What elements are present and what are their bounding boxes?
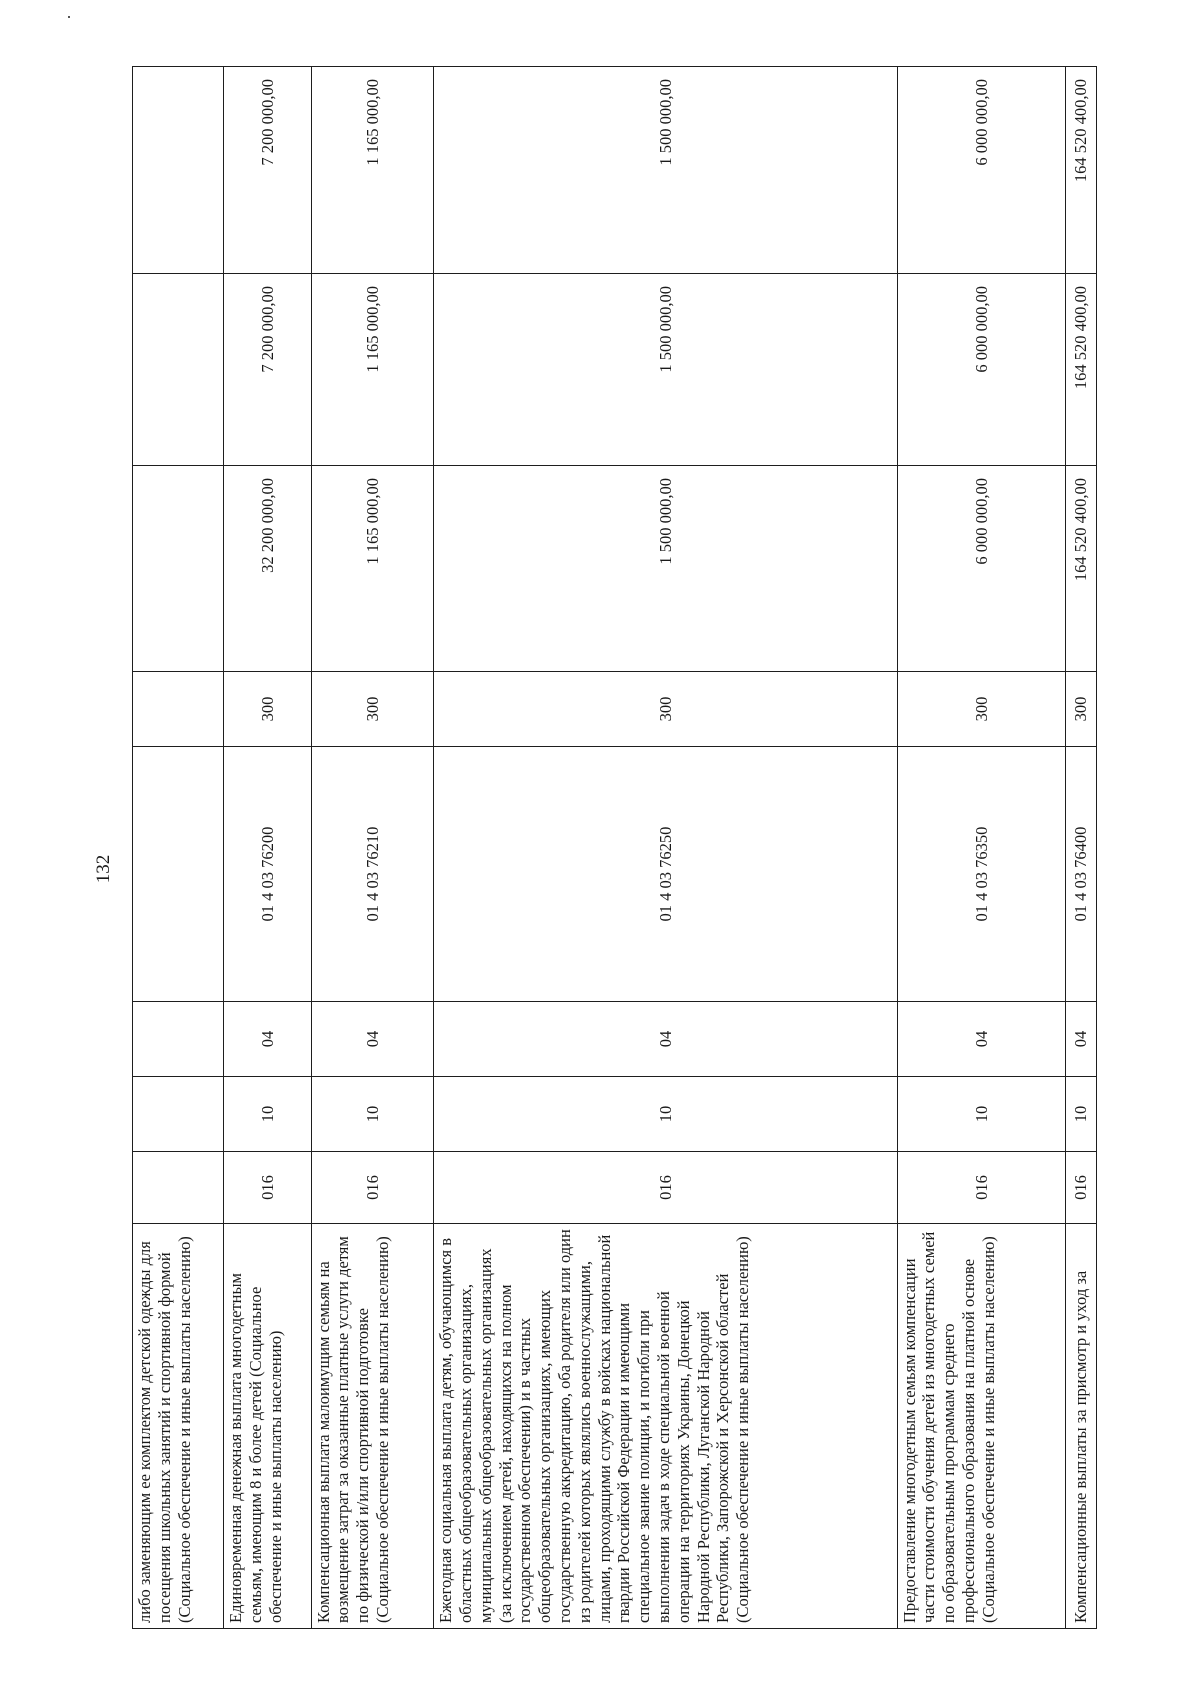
section-code: 10: [434, 1077, 897, 1152]
amount-2025: 1 500 000,00: [434, 466, 897, 672]
section-code: 10: [311, 1077, 434, 1152]
expense-description: либо заменяющим ее комплектом детской одежды для посещения школьных занятий и спортивной формой (Социальное обеспечение и иные выплаты населению): [133, 1224, 224, 1629]
ministry-code: 016: [224, 1152, 311, 1224]
ministry-code: 016: [1065, 1152, 1096, 1224]
ministry-code: [133, 1152, 224, 1224]
expense-description: Ежегодная социальная выплата детям, обучающимся в областных общеобразовательных организациях, муниципальных общеобразовательных организациях (за исключением детей, находящихся на полном государственном обеспечении) и в частных общеобразовательных организациях, имеющих государственную аккредитацию, оба родителя или один из родителей которых являлись военнослужащими, лицами, проходящими службу в войсках национальной гвардии Российской Федерации и имеющими специальное звание полиции, и погибли при выполнении задач в ходе специальной военной операции на территориях Украины, Донецкой Народной Республики, Луганской Народной Республики, Запорожской и Херсонской областей (Социальное обеспечение и иные выплаты населению): [434, 1224, 897, 1629]
amount-2026: 6 000 000,00: [897, 274, 1065, 466]
section-code: 10: [897, 1077, 1065, 1152]
subsection-code: 04: [311, 1002, 434, 1077]
amount-2027: 6 000 000,00: [897, 67, 1065, 274]
amount-2027: 1 500 000,00: [434, 67, 897, 274]
table-row: [1065, 67, 1096, 1629]
page-number: 132: [93, 854, 114, 884]
table-row: [133, 67, 224, 1629]
amount-2027: 7 200 000,00: [224, 67, 311, 274]
table-row: [311, 67, 434, 1629]
amount-2025: [133, 466, 224, 672]
amount-2026: 1 500 000,00: [434, 274, 897, 466]
table-row: [897, 67, 1065, 1629]
amount-2027: [133, 67, 224, 274]
target-article-code: [133, 747, 224, 1002]
expense-type-code: [133, 672, 224, 747]
expense-type-code: 300: [311, 672, 434, 747]
amount-2027: 1 165 000,00: [311, 67, 434, 274]
expense-description: Компенсационные выплаты за присмотр и уход за: [1065, 1224, 1096, 1629]
expense-type-code: 300: [224, 672, 311, 747]
subsection-code: 04: [897, 1002, 1065, 1077]
amount-2025: 6 000 000,00: [897, 466, 1065, 672]
expense-description: Предоставление многодетным семьям компенсации части стоимости обучения детей из многодетных семей по образовательным программам среднего профессионального образования на платной основе (Социальное обеспечение и иные выплаты населению): [897, 1224, 1065, 1629]
amount-2026: [133, 274, 224, 466]
amount-2026: 7 200 000,00: [224, 274, 311, 466]
expense-description: Единовременная денежная выплата многодетным семьям, имеющим 8 и более детей (Социальное обеспечение и иные выплаты населению): [224, 1224, 311, 1629]
expense-description: Компенсационная выплата малоимущим семьям на возмещение затрат за оказанные платные услуги детям по физической и/или спортивной подготовке (Социальное обеспечение и иные выплаты населению): [311, 1224, 434, 1629]
scan-speck: [68, 16, 70, 18]
target-article-code: 01 4 03 76210: [311, 747, 434, 1002]
target-article-code: 01 4 03 76250: [434, 747, 897, 1002]
amount-2027: 164 520 400,00: [1065, 67, 1096, 274]
expense-type-code: 300: [434, 672, 897, 747]
section-code: 10: [224, 1077, 311, 1152]
subsection-code: 04: [224, 1002, 311, 1077]
subsection-code: 04: [1065, 1002, 1096, 1077]
ministry-code: 016: [897, 1152, 1065, 1224]
ministry-code: 016: [434, 1152, 897, 1224]
amount-2025: 32 200 000,00: [224, 466, 311, 672]
section-code: [133, 1077, 224, 1152]
amount-2026: 1 165 000,00: [311, 274, 434, 466]
budget-table-rotated: [132, 67, 1097, 1629]
subsection-code: 04: [434, 1002, 897, 1077]
target-article-code: 01 4 03 76350: [897, 747, 1065, 1002]
section-code: 10: [1065, 1077, 1096, 1152]
table-row: [434, 67, 897, 1629]
amount-2026: 164 520 400,00: [1065, 274, 1096, 466]
amount-2025: 1 165 000,00: [311, 466, 434, 672]
budget-table: [132, 66, 1097, 1629]
table-row: [224, 67, 311, 1629]
ministry-code: 016: [311, 1152, 434, 1224]
target-article-code: 01 4 03 76200: [224, 747, 311, 1002]
amount-2025: 164 520 400,00: [1065, 466, 1096, 672]
expense-type-code: 300: [897, 672, 1065, 747]
target-article-code: 01 4 03 76400: [1065, 747, 1096, 1002]
subsection-code: [133, 1002, 224, 1077]
expense-type-code: 300: [1065, 672, 1096, 747]
